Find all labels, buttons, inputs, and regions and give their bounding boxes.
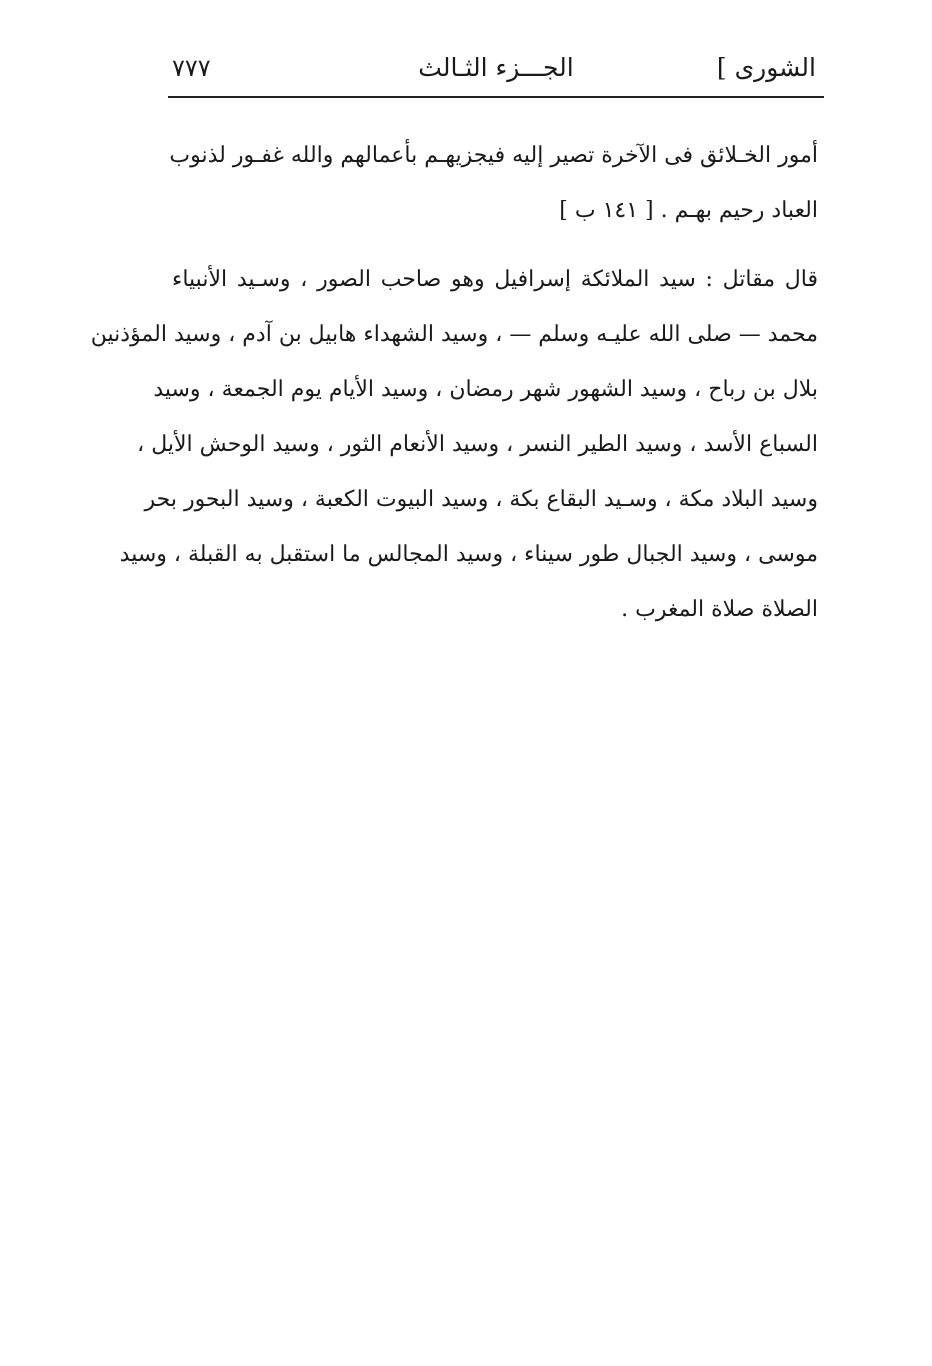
text-line: الصلاة صلاة المغرب . [621, 597, 818, 622]
part-title: الجـــزء الثـالث [418, 53, 574, 82]
page-header [168, 50, 824, 94]
text-line: بلال بن رباح ، وسيد الشهور شهر رمضان ، وسيد الأيام يوم الجمعة ، وسيد [153, 377, 818, 402]
header-rule [168, 96, 824, 98]
text-line: موسى ، وسيد الجبال طور سيناء ، وسيد المجالس ما استقبل به القبلة ، وسيد [119, 542, 818, 567]
text-line: وسيد البلاد مكة ، وسـيد البقاع بكة ، وسيد البيوت الكعبة ، وسيد البحور بحر [144, 487, 818, 512]
text-line: العباد رحيم بهـم . [ ١٤١ ب ] [559, 198, 818, 223]
paragraph-2 [90, 252, 818, 637]
text-line: قال مقاتل : سيد الملائكة إسرافيل وهو صاحب الصور ، وسـيد الأنبياء [172, 267, 818, 292]
page-number: ٧٧٧ [172, 54, 211, 82]
text-line: محمد — صلى الله عليـه وسلم — ، وسيد الشهداء هابيل بن آدم ، وسيد المؤذنين [90, 322, 818, 347]
body-text [90, 128, 818, 637]
paragraph-1 [169, 128, 818, 238]
text-line: السباع الأسد ، وسيد الطير النسر ، وسيد الأنعام الثور ، وسيد الوحش الأيل ، [137, 432, 818, 457]
surah-title: الشورى ] [716, 53, 816, 82]
text-line: أمور الخـلائق فى الآخرة تصير إليه فيجزيهـم بأعمالهم والله غفـور لذنوب [169, 143, 818, 168]
